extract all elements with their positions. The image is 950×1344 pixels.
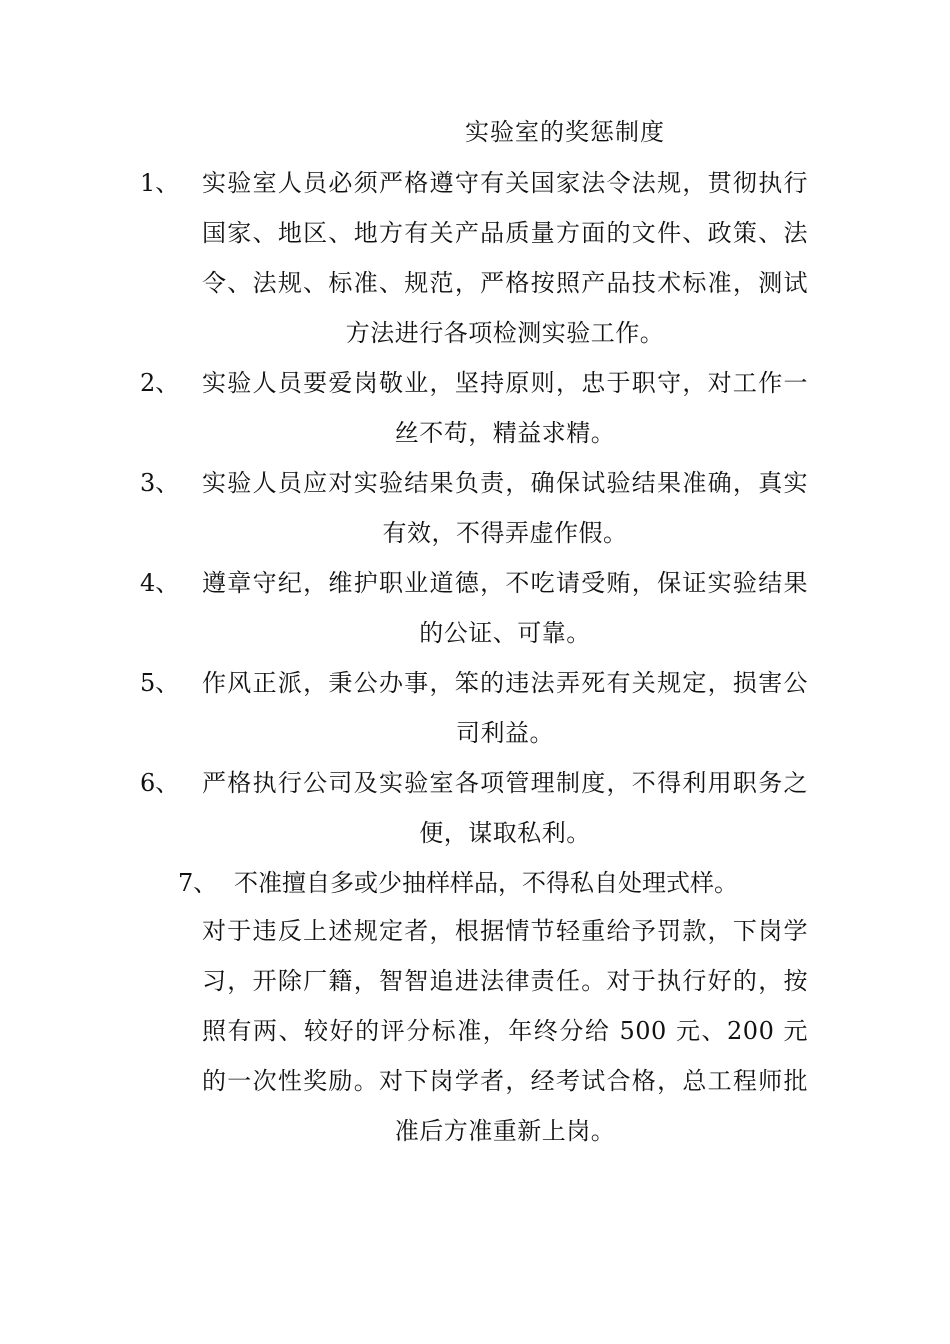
rule-text: 作风正派，秉公办事，笨的违法弄死有关规定，损害公司利益。 [202,669,808,747]
closing-paragraph: 对于违反上述规定者，根据情节轻重给予罚款，下岗学习，开除厂籍，智智追进法律责任。对于执行好的，按照有两、较好的评分标准，年终分给 500 元、200 元的一次性奖励。对下岗学者，经考试合格，总工程师批准后方准重新上岗。 [202,917,808,1145]
rule-number: 1、 [140,169,180,197]
document-title: 实验室的奖惩制度 [465,118,665,146]
rule-number: 5、 [140,669,180,697]
rule-text: 实验人员要爱岗敬业，坚持原则，忠于职守，对工作一丝不苟，精益求精。 [202,369,808,447]
rule-text: 不准擅自多或少抽样样品，不得私自处理式样。 [234,869,738,897]
rule-text: 实验室人员必须严格遵守有关国家法令法规，贯彻执行国家、地区、地方有关产品质量方面的文件、政策、法令、法规、标准、规范，严格按照产品技术标准，测试方法进行各项检测实验工作。 [202,169,808,347]
rule-number: 3、 [140,469,180,497]
rule-number: 4、 [140,569,180,597]
rule-text: 实验人员应对实验结果负责，确保试验结果准确，真实有效，不得弄虚作假。 [202,469,808,547]
rule-number: 7、 [178,869,218,897]
rule-text: 遵章守纪，维护职业道德，不吃请受贿，保证实验结果的公证、可靠。 [202,569,808,647]
rule-item-7 [178,858,738,908]
rule-number: 6、 [140,769,180,797]
rule-text: 严格执行公司及实验室各项管理制度，不得利用职务之便，谋取私利。 [202,769,808,847]
rule-number: 2、 [140,369,180,397]
